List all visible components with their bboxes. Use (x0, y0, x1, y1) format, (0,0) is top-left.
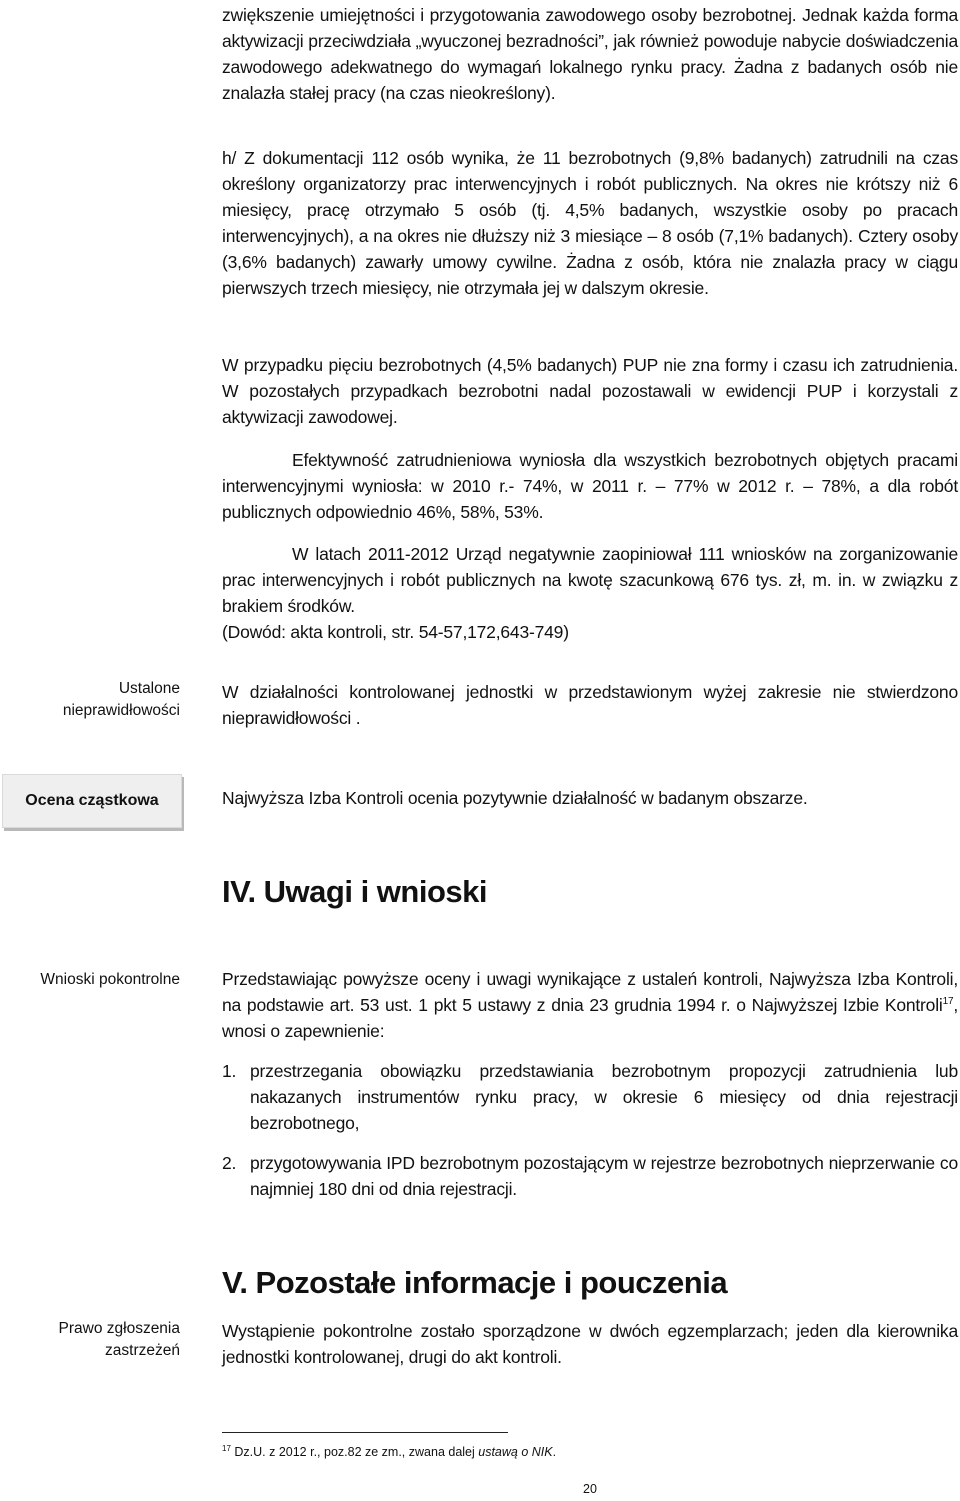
continuation-paragraph-block (222, 2, 958, 106)
paragraph-efektywnosc-block (222, 447, 958, 525)
wnioski-block (222, 966, 958, 1202)
paragraph-latach-block (222, 541, 958, 645)
list-item (222, 1150, 958, 1202)
footnote-italic: ustawą o NIK (478, 1445, 553, 1459)
footnote (222, 1444, 556, 1460)
ustalone-text: W działalności kontrolowanej jednostki w przedstawionym wyżej zakresie nie stwierdzono nieprawidłowości . (222, 682, 958, 728)
list-item-number: 1. (222, 1061, 237, 1081)
wnioski-intro-before: Przedstawiając powyższe oceny i uwagi wynikające z ustaleń kontroli, Najwyższa Izba Kontroli, na podstawie art. 53 ust. 1 pkt 5 ustawy z dnia 23 grudnia 1994 r. o Najwyższej Izbie Kontroli (222, 969, 958, 1015)
list-item-text: przestrzegania obowiązku przedstawiania bezrobotnym propozycji zatrudnienia lub nakazanych instrumentów rynku pracy, w okresie 6 miesięcy od dnia rejestracji bezrobotnego, (250, 1061, 958, 1133)
side-label-prawo: Prawo zgłoszenia zastrzeżeń (58, 1320, 180, 1359)
ustalone-block (222, 679, 958, 731)
paragraph-h: h/ Z dokumentacji 112 osób wynika, że 11 bezrobotnych (9,8% badanych) zatrudnili na czas określony organizatorzy prac interwencyjnych i robót publicznych. Na okres nie krótszy niż 6 miesięcy, pracę otrzymało 5 osób (tj. 4,5% badanych, wszystkie osoby po pracach interwencyjnych), a na okres nie dłuższy niż 3 miesiące – 8 osób (7,1% badanych). Cztery osoby (3,6% badanych) zawarły umowy cywilne. Żadna z osób, która nie znalazła pracy w ciągu pierwszych trzech miesięcy, nie otrzymała jej w dalszym okresie. (222, 148, 958, 298)
section-iv-heading: IV. Uwagi i wnioski (222, 874, 487, 909)
list-item (222, 1058, 958, 1136)
footnote-text-before: Dz.U. z 2012 r., poz.82 ze zm., zwana dalej (230, 1445, 479, 1459)
prawo-block (222, 1318, 958, 1370)
paragraph-pup: W przypadku pięciu bezrobotnych (4,5% badanych) PUP nie zna formy i czasu ich zatrudnienia. W pozostałych przypadkach bezrobotni nadal pozostawali w ewidencji PUP i korzystali z aktywizacji zawodowej. (222, 355, 958, 427)
ocena-text: Najwyższa Izba Kontroli ocenia pozytywnie działalność w badanym obszarze. (222, 788, 808, 808)
wnioski-intro-after: , wnosi o zapewnienie: (222, 995, 958, 1041)
page-number: 20 (583, 1482, 597, 1496)
footnote-ref: 17 (942, 996, 954, 1008)
continuation-paragraph: zwiększenie umiejętności i przygotowania zawodowego osoby bezrobotnej. Jednak każda forma aktywizacji przeciwdziała „wyuczonej bezradności”, jak również powoduje nabycie doświadczenia zawodowego adekwatnego do wymagań lokalnego rynku pracy. Żadna z badanych osób nie znalazła stałej pracy (na czas nieokreślony). (222, 5, 958, 103)
footnote-text-after: . (552, 1445, 557, 1459)
section-v-heading: V. Pozostałe informacje i pouczenia (222, 1265, 728, 1300)
wnioski-list (222, 1058, 958, 1202)
badge-label: Ocena cząstkowa (25, 792, 159, 809)
section-v-heading-block (222, 1264, 958, 1302)
paragraph-pup-block (222, 352, 958, 430)
footnote-separator (222, 1432, 508, 1433)
footnote-number: 17 (222, 1443, 231, 1453)
list-item-number: 2. (222, 1153, 237, 1173)
list-item-text: przygotowywania IPD bezrobotnym pozostającym w rejestrze bezrobotnych nieprzerwanie co najmniej 180 dni od dnia rejestracji. (250, 1153, 958, 1199)
paragraph-latach: W latach 2011-2012 Urząd negatywnie zaopiniował 111 wniosków na zorganizowanie prac interwencyjnych i robót publicznych na kwotę szacunkową 676 tys. zł, m. in. w związku z brakiem środków. (222, 544, 958, 616)
ocena-block (222, 785, 958, 811)
side-label-ustalone: Ustalone nieprawidłowości (62, 680, 180, 719)
paragraph-efektywnosc: Efektywność zatrudnieniowa wyniosła dla wszystkich bezrobotnych objętych pracami interwencyjnymi wyniosła: w 2010 r.- 74%, w 2011 r. – 77% w 2012 r. – 78%, a dla robót publicznych odpowiednio 46%, 58%, 53%. (222, 450, 958, 522)
side-label-wnioski: Wnioski pokontrolne (40, 971, 180, 988)
paragraph-h-block (222, 145, 958, 301)
section-iv-heading-block (222, 873, 958, 911)
wnioski-intro (222, 966, 958, 1044)
evidence-reference: (Dowód: akta kontroli, str. 54-57,172,643-749) (222, 622, 569, 642)
prawo-text: Wystąpienie pokontrolne zostało sporządzone w dwóch egzemplarzach; jeden dla kierownika jednostki kontrolowanej, drugi do akt kontroli. (222, 1321, 958, 1367)
ocena-czastkowa-badge (2, 774, 182, 828)
